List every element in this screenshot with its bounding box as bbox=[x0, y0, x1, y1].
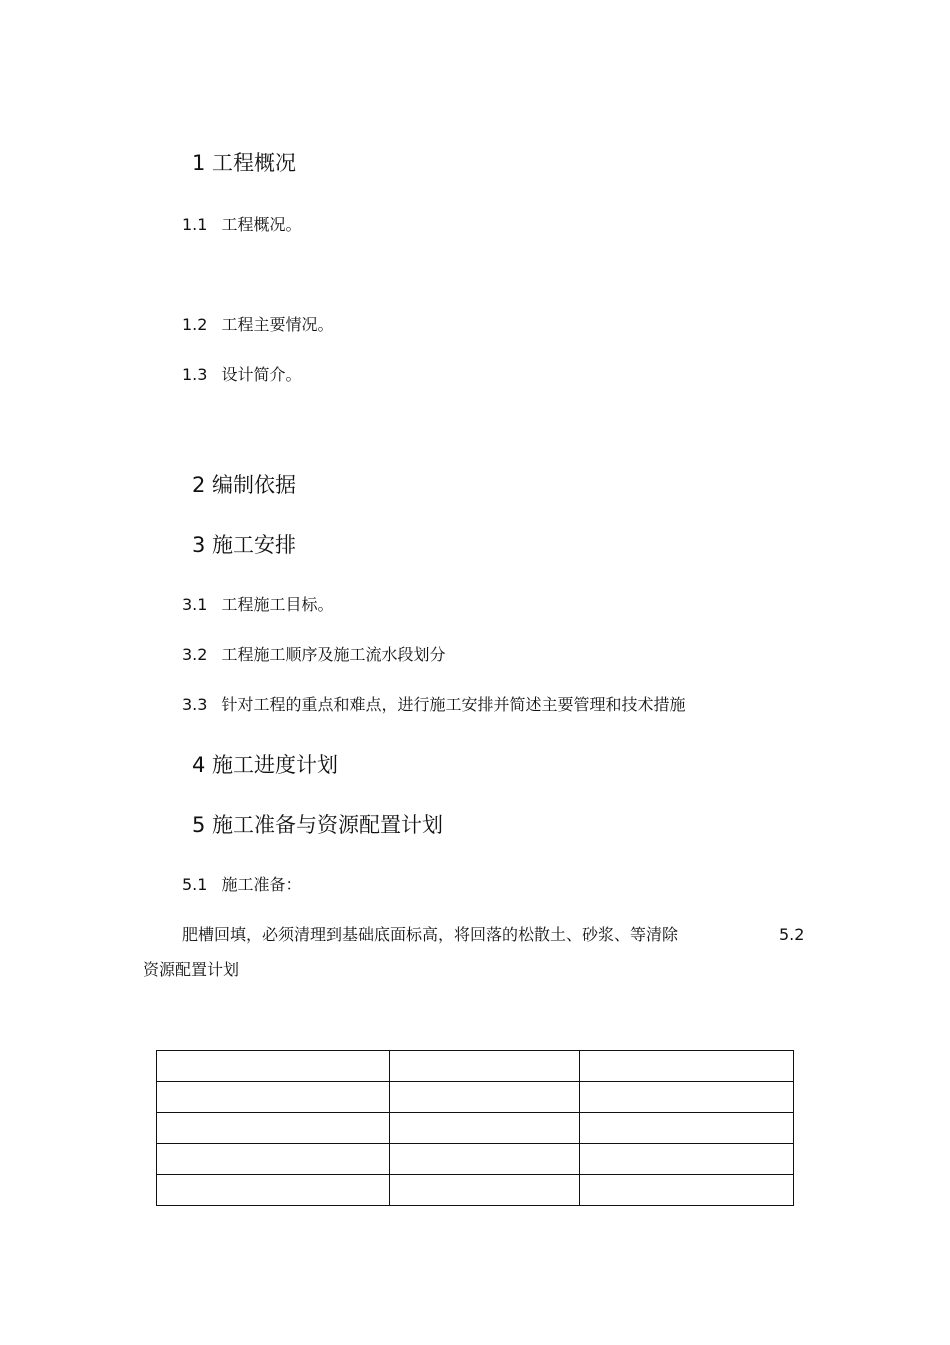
body-paragraph-line-2: 资源配置计划 bbox=[143, 960, 240, 979]
resource-table bbox=[156, 1050, 794, 1206]
section-number: 3.3 bbox=[182, 695, 208, 714]
heading-2: 2 编制依据 bbox=[192, 473, 297, 497]
section-number: 1.2 bbox=[182, 315, 208, 334]
section-title: 设计简介。 bbox=[221, 365, 302, 384]
subheading-1-1 bbox=[182, 217, 301, 233]
table-cell bbox=[157, 1175, 390, 1206]
section-title: 工程施工目标。 bbox=[221, 595, 334, 614]
subheading-1-3 bbox=[182, 367, 301, 383]
table-row bbox=[157, 1175, 794, 1206]
section-title: 针对工程的重点和难点，进行施工安排并简述主要管理和技术措施 bbox=[221, 695, 686, 714]
table-cell bbox=[580, 1113, 794, 1144]
table-cell bbox=[157, 1082, 390, 1113]
section-number: 3.1 bbox=[182, 595, 208, 614]
section-number: 3.2 bbox=[182, 645, 208, 664]
subheading-3-2 bbox=[182, 647, 445, 663]
section-title: 工程施工顺序及施工流水段划分 bbox=[221, 645, 446, 664]
table-row bbox=[157, 1082, 794, 1113]
table-cell bbox=[390, 1082, 580, 1113]
section-title: 施工准备： bbox=[221, 875, 302, 894]
table-row bbox=[157, 1144, 794, 1175]
table-cell bbox=[580, 1051, 794, 1082]
subheading-3-1 bbox=[182, 597, 333, 613]
table-cell bbox=[390, 1113, 580, 1144]
table-cell bbox=[390, 1144, 580, 1175]
table-cell bbox=[580, 1175, 794, 1206]
table-cell bbox=[390, 1051, 580, 1082]
table-row bbox=[157, 1113, 794, 1144]
section-title: 工程主要情况。 bbox=[221, 315, 334, 334]
section-number: 1.1 bbox=[182, 215, 208, 234]
subheading-1-2 bbox=[182, 317, 333, 333]
body-paragraph-section-number: 5.2 bbox=[779, 925, 805, 944]
section-number: 1.3 bbox=[182, 365, 208, 384]
table-cell bbox=[157, 1144, 390, 1175]
heading-3: 3 施工安排 bbox=[192, 533, 297, 557]
table-cell bbox=[157, 1113, 390, 1144]
table-cell bbox=[390, 1175, 580, 1206]
heading-4: 4 施工进度计划 bbox=[192, 753, 339, 777]
section-number: 5.1 bbox=[182, 875, 208, 894]
table-cell bbox=[580, 1144, 794, 1175]
subheading-5-1 bbox=[182, 877, 301, 893]
subheading-3-3 bbox=[182, 697, 685, 713]
table-row bbox=[157, 1051, 794, 1082]
heading-5: 5 施工准备与资源配置计划 bbox=[192, 813, 444, 837]
section-title: 工程概况。 bbox=[221, 215, 302, 234]
table-cell bbox=[157, 1051, 390, 1082]
heading-1: 1 工程概况 bbox=[192, 151, 297, 175]
table-cell bbox=[580, 1082, 794, 1113]
body-paragraph-line-1: 肥槽回填，必须清理到基础底面标高，将回落的松散土、砂浆、等清除 bbox=[182, 925, 679, 944]
